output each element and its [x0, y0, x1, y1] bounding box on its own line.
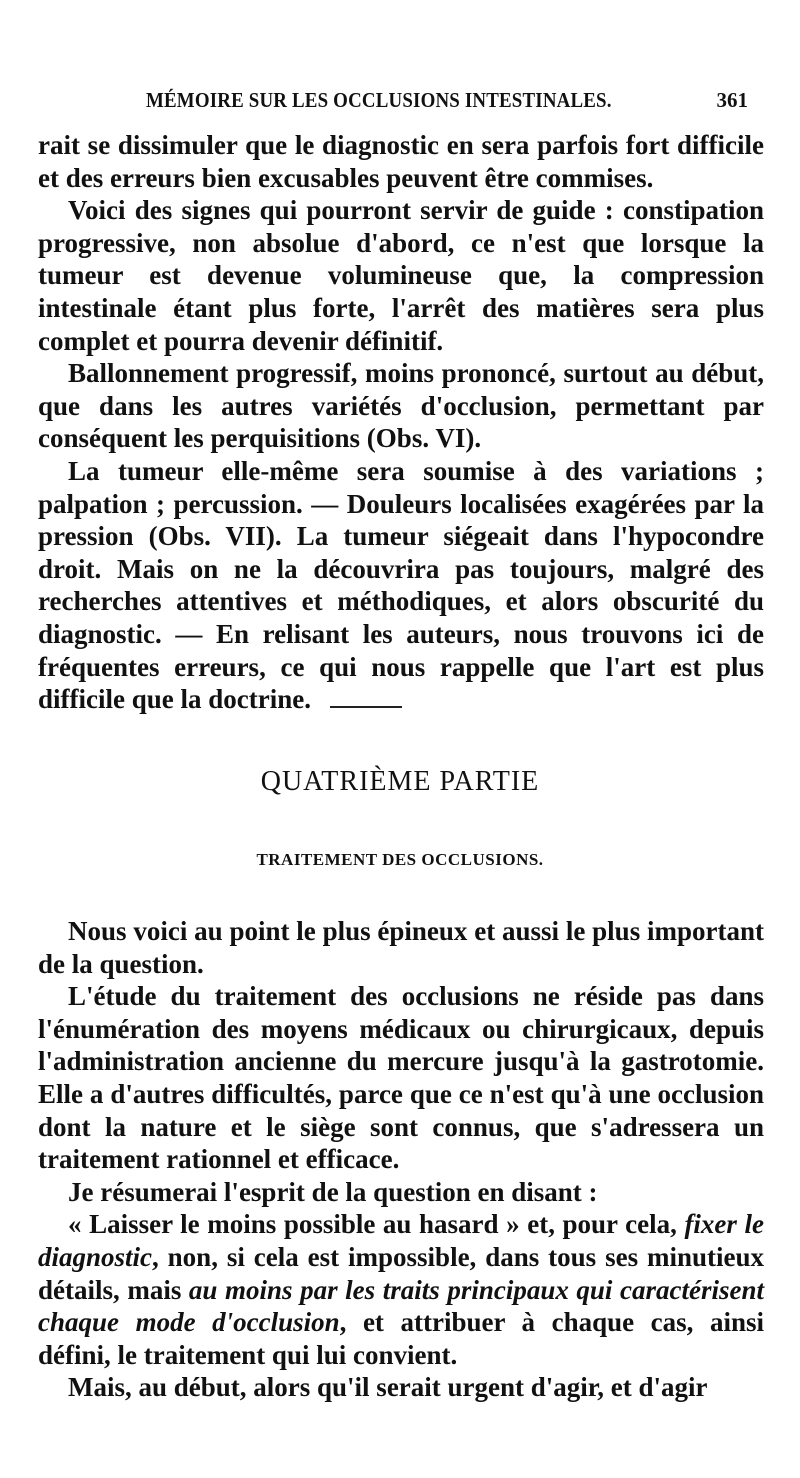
paragraph — [38, 1208, 764, 1371]
section-divider — [330, 706, 402, 708]
paragraph: Voici des signes qui pourront servir de guide : constipation progressive, non absolue d'abord, ce n'est que lorsque la tumeur est devenue volumineuse que, la compression intestinale étant plus forte, l'arrêt des matières sera plus complet et pourra devenir définitif. — [38, 195, 764, 356]
page-header — [36, 88, 756, 120]
paragraph: Mais, au début, alors qu'il serait urgent d'agir, et d'agir — [68, 1372, 708, 1403]
paragraph: L'étude du traitement des occlusions ne réside pas dans l'énumération des moyens médicaux ou chirurgicaux, depuis l'administration ancienne du mercure jusqu'à la gastrotomie. Elle a d'autres difficultés, parce que ce n'est qu'à une occlusion dont la nature et le siège sont connus, que s'adressera un traitement rationnel et efficace. — [38, 981, 764, 1175]
part-title: QUATRIÈME PARTIE — [260, 766, 540, 797]
page-number: 361 — [716, 88, 748, 112]
italic-run: au moins par les traits principaux qui caractérisent chaque mode d'occlusion — [38, 1274, 764, 1338]
paragraph: Ballonnement progressif, moins prononcé, surtout au début, que dans les autres variétés d'occlusion, permettant par conséquent les perquisitions (Obs. VI). — [38, 358, 764, 454]
section-title: TRAITEMENT DES OCCLUSIONS. — [256, 850, 544, 869]
italic-run: fixer le diagnostic — [38, 1209, 764, 1272]
top-text-block — [38, 129, 764, 716]
text-run: , non, si cela est impossible, dans tous ses minutieux détails, mais — [38, 1241, 764, 1305]
paragraph: Nous voici au point le plus épineux et aussi le plus important de la question. — [38, 916, 764, 979]
text-run: , et attribuer à chaque cas, ainsi défini, le traitement qui lui convient. — [38, 1307, 764, 1370]
paragraph: rait se dissimuler que le diagnostic en sera parfois fort difficile et des erreurs bien excusables peuvent être commises. — [38, 130, 764, 193]
paragraph: La tumeur elle-même sera soumise à des variations ; palpation ; percussion. — Douleurs localisées exagérées par la pression (Obs. VII). La tumeur siégeait dans l'hypocondre droit. Mais on ne la découvrira pas toujours, malgré des recherches attentives et méthodiques, et alors obscurité du diagnostic. — En relisant les auteurs, nous trouvons ici de fréquentes erreurs, ce qui nous rappelle que l'art est plus difficile que la doctrine. — [38, 455, 764, 715]
bottom-text-block — [38, 915, 764, 1404]
paragraph: Je résumerai l'esprit de la question en disant : — [68, 1176, 598, 1207]
text-run: « Laisser le moins possible au hasard » et, pour cela, — [68, 1209, 685, 1240]
running-title: MÉMOIRE SUR LES OCCLUSIONS INTESTINALES. — [146, 88, 612, 112]
